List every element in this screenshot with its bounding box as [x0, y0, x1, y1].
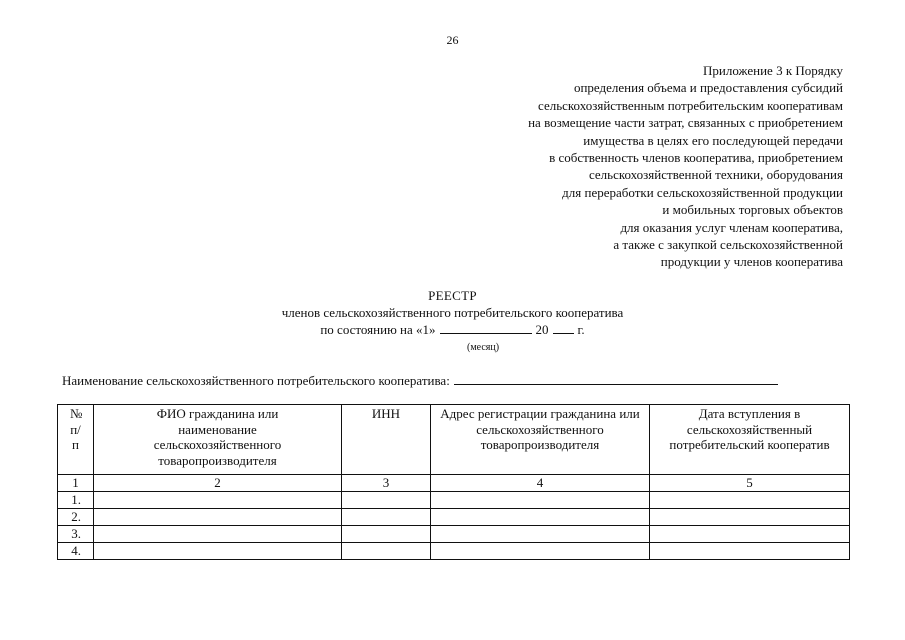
- date-prefix: по состоянию на «1»: [320, 322, 436, 337]
- appendix-line: на возмещение части затрат, связанных с приобретением: [528, 115, 843, 131]
- appendix-line: а также с закупкой сельскохозяйственной: [613, 237, 843, 253]
- col-header-name: ФИО гражданина или наименование сельскохозяйственного товаропроизводителя: [94, 405, 342, 475]
- table-cell[interactable]: [94, 543, 342, 560]
- coop-name-label: Наименование сельскохозяйственного потребительского кооператива:: [62, 373, 450, 388]
- month-hint: (месяц): [467, 342, 500, 353]
- year-blank[interactable]: [553, 322, 574, 334]
- table-cell[interactable]: [431, 492, 650, 509]
- appendix-line: имущества в целях его последующей передачи: [583, 132, 843, 148]
- col-header-number: № п/п: [58, 405, 94, 475]
- table-cell[interactable]: [342, 492, 431, 509]
- table-cell[interactable]: [650, 492, 850, 509]
- table-row: [58, 543, 850, 560]
- appendix-line: и мобильных торговых объектов: [662, 202, 843, 218]
- table-cell[interactable]: [94, 492, 342, 509]
- table-cell[interactable]: [431, 543, 650, 560]
- table-cell[interactable]: [431, 509, 650, 526]
- table-cell[interactable]: [94, 509, 342, 526]
- row-number: 2.: [58, 509, 94, 526]
- date-year: 20: [535, 322, 549, 337]
- registry-heading: [0, 287, 905, 338]
- registry-title: РЕЕСТР: [428, 288, 477, 303]
- table-cell: 1: [58, 475, 94, 492]
- table-cell[interactable]: [342, 509, 431, 526]
- table-cell: 3: [342, 475, 431, 492]
- table-cell: 4: [431, 475, 650, 492]
- row-number: 1.: [58, 492, 94, 509]
- registry-date-line: [0, 321, 905, 338]
- appendix-line: для переработки сельскохозяйственной продукции: [562, 184, 843, 200]
- row-number: 3.: [58, 526, 94, 543]
- table-cell[interactable]: [650, 526, 850, 543]
- table-cell: 5: [650, 475, 850, 492]
- column-number-row: [58, 475, 850, 492]
- table-cell[interactable]: [342, 543, 431, 560]
- table-cell[interactable]: [431, 526, 650, 543]
- table-row: [58, 492, 850, 509]
- coop-name-blank[interactable]: [454, 372, 778, 385]
- table-cell[interactable]: [342, 526, 431, 543]
- table-cell[interactable]: [650, 509, 850, 526]
- table-cell[interactable]: [650, 543, 850, 560]
- appendix-line: сельскохозяйственной техники, оборудования: [588, 167, 843, 183]
- col-header-address: Адрес регистрации гражданина или сельскохозяйственного товаропроизводителя: [431, 405, 650, 475]
- appendix-line: сельскохозяйственным потребительским кооперативам: [538, 97, 843, 113]
- date-suffix: г.: [577, 322, 585, 337]
- table-cell: 2: [94, 475, 342, 492]
- table-header-row: [58, 405, 850, 475]
- appendix-line: для оказания услуг членам кооператива,: [620, 219, 843, 235]
- registry-table: [57, 404, 850, 560]
- table-row: [58, 509, 850, 526]
- table-cell[interactable]: [94, 526, 342, 543]
- appendix-line: продукции у членов кооператива: [660, 254, 843, 270]
- coop-name-line: [62, 372, 852, 389]
- row-number: 4.: [58, 543, 94, 560]
- table-row: [58, 526, 850, 543]
- appendix-note: [423, 62, 843, 271]
- appendix-line: определения объема и предоставления субсидий: [573, 80, 843, 96]
- col-header-inn: ИНН: [342, 405, 431, 475]
- appendix-line: Приложение 3 к Порядку: [703, 63, 843, 78]
- registry-subtitle: членов сельскохозяйственного потребительского кооператива: [281, 305, 624, 320]
- appendix-line: в собственность членов кооператива, приобретением: [549, 150, 843, 166]
- col-header-join-date: Дата вступления в сельскохозяйственный потребительский кооператив: [650, 405, 850, 475]
- month-blank[interactable]: [440, 322, 532, 334]
- page-number: 26: [446, 33, 459, 47]
